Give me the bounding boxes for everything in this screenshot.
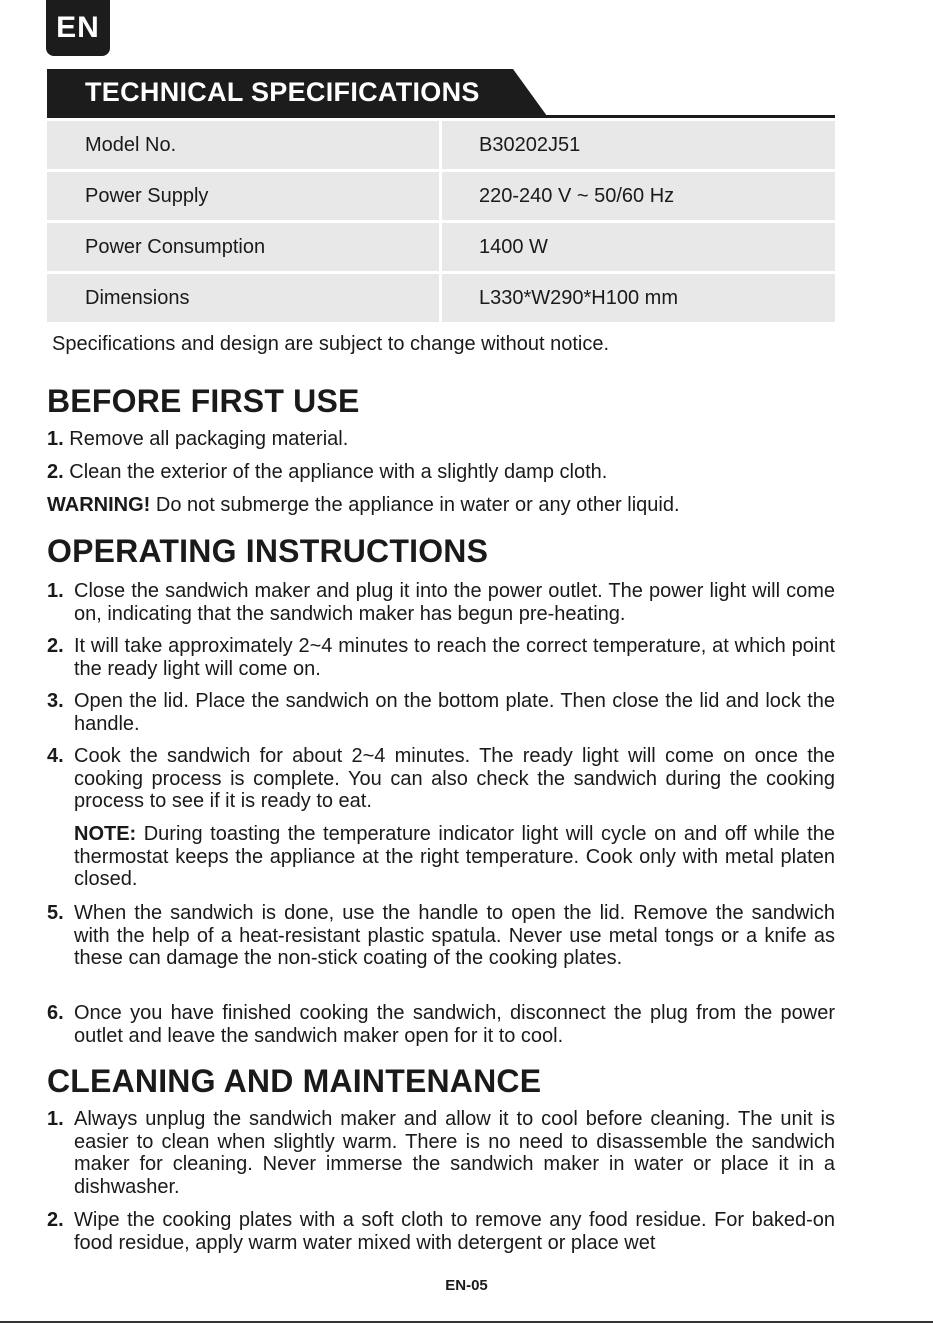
language-badge: EN — [46, 0, 110, 56]
item-number: 1. — [47, 1108, 64, 1130]
tech-specs-title: TECHNICAL SPECIFICATIONS — [85, 77, 480, 107]
item-text: Remove all packaging material. — [69, 428, 349, 450]
item-number: 1. — [47, 580, 64, 602]
spec-value: 220-240 V ~ 50/60 Hz — [442, 172, 835, 220]
page-number: EN-05 — [445, 1277, 488, 1294]
spec-value: 1400 W — [442, 223, 835, 271]
spec-label: Power Consumption — [47, 223, 439, 271]
before-first-use-heading: BEFORE FIRST USE — [47, 383, 360, 419]
tech-specs-header — [47, 69, 835, 119]
tech-specs-table — [47, 121, 835, 325]
list-item — [47, 1209, 835, 1254]
note-block — [47, 823, 835, 891]
item-text: It will take approximately 2~4 minutes to reach the correct temperature, at which point the ready light will come on. — [74, 635, 835, 680]
table-row — [47, 223, 835, 271]
list-item — [47, 1002, 835, 1047]
specs-disclaimer: Specifications and design are subject to change without notice. — [52, 333, 610, 355]
list-item — [47, 902, 835, 970]
item-text: Open the lid. Place the sandwich on the bottom plate. Then close the lid and lock the handle. — [74, 690, 835, 735]
item-number: 6. — [47, 1002, 64, 1024]
table-row — [47, 172, 835, 220]
spec-value: L330*W290*H100 mm — [442, 274, 835, 322]
note-label: NOTE: — [74, 823, 137, 845]
item-text: Clean the exterior of the appliance with a slightly damp cloth. — [69, 461, 608, 483]
item-number: 1. — [47, 428, 64, 450]
item-number: 5. — [47, 902, 64, 924]
item-text: Cook the sandwich for about 2~4 minutes. The ready light will come on once the cooking process is complete. You can also check the sandwich during the cooking process to see if it is ready to eat. — [74, 745, 835, 812]
item-text: Wipe the cooking plates with a soft cloth to remove any food residue. For baked-on food residue, apply warm water mixed with detergent or place wet — [74, 1209, 835, 1254]
header-underline — [47, 115, 835, 118]
spec-label: Model No. — [47, 121, 439, 169]
table-row — [47, 121, 835, 169]
item-text: When the sandwich is done, use the handle to open the lid. Remove the sandwich with the help of a heat-resistant plastic spatula. Never use metal tongs or a knife as these can damage the non-stick coating of the cooking plates. — [74, 902, 835, 969]
warning-label: WARNING! — [47, 494, 151, 516]
note-text: During toasting the temperature indicator light will cycle on and off while the thermostat keeps the appliance at the right temperature. Cook only with metal platen closed. — [74, 823, 835, 890]
warning-text: Do not submerge the appliance in water or any other liquid. — [155, 494, 680, 516]
spec-label: Dimensions — [47, 274, 439, 322]
item-text: Close the sandwich maker and plug it into the power outlet. The power light will come on, indicating that the sandwich maker has begun pre-heating. — [74, 580, 835, 625]
list-item — [47, 745, 835, 813]
item-number: 4. — [47, 745, 64, 767]
cleaning-heading: CLEANING AND MAINTENANCE — [47, 1063, 542, 1099]
spec-label: Power Supply — [47, 172, 439, 220]
warning-line — [47, 494, 680, 517]
item-number: 2. — [47, 1209, 64, 1231]
list-item — [47, 1108, 835, 1198]
list-item — [47, 690, 835, 735]
list-item — [47, 461, 607, 484]
item-number: 2. — [47, 461, 64, 483]
item-number: 3. — [47, 690, 64, 712]
list-item — [47, 428, 348, 451]
note-text-wrapper — [47, 823, 835, 891]
item-text: Always unplug the sandwich maker and allow it to cool before cleaning. The unit is easier to clean when slightly warm. There is no need to disassemble the sandwich maker for cleaning. Never immerse the sandwich maker in water or place it in a dishwasher. — [74, 1108, 835, 1198]
item-text: Once you have finished cooking the sandwich, disconnect the plug from the power outlet and leave the sandwich maker open for it to cool. — [74, 1002, 835, 1047]
table-row — [47, 274, 835, 322]
list-item — [47, 580, 835, 625]
bottom-divider — [0, 1321, 933, 1323]
operating-instructions-heading: OPERATING INSTRUCTIONS — [47, 533, 489, 569]
item-number: 2. — [47, 635, 64, 657]
list-item — [47, 635, 835, 680]
spec-value: B30202J51 — [442, 121, 835, 169]
